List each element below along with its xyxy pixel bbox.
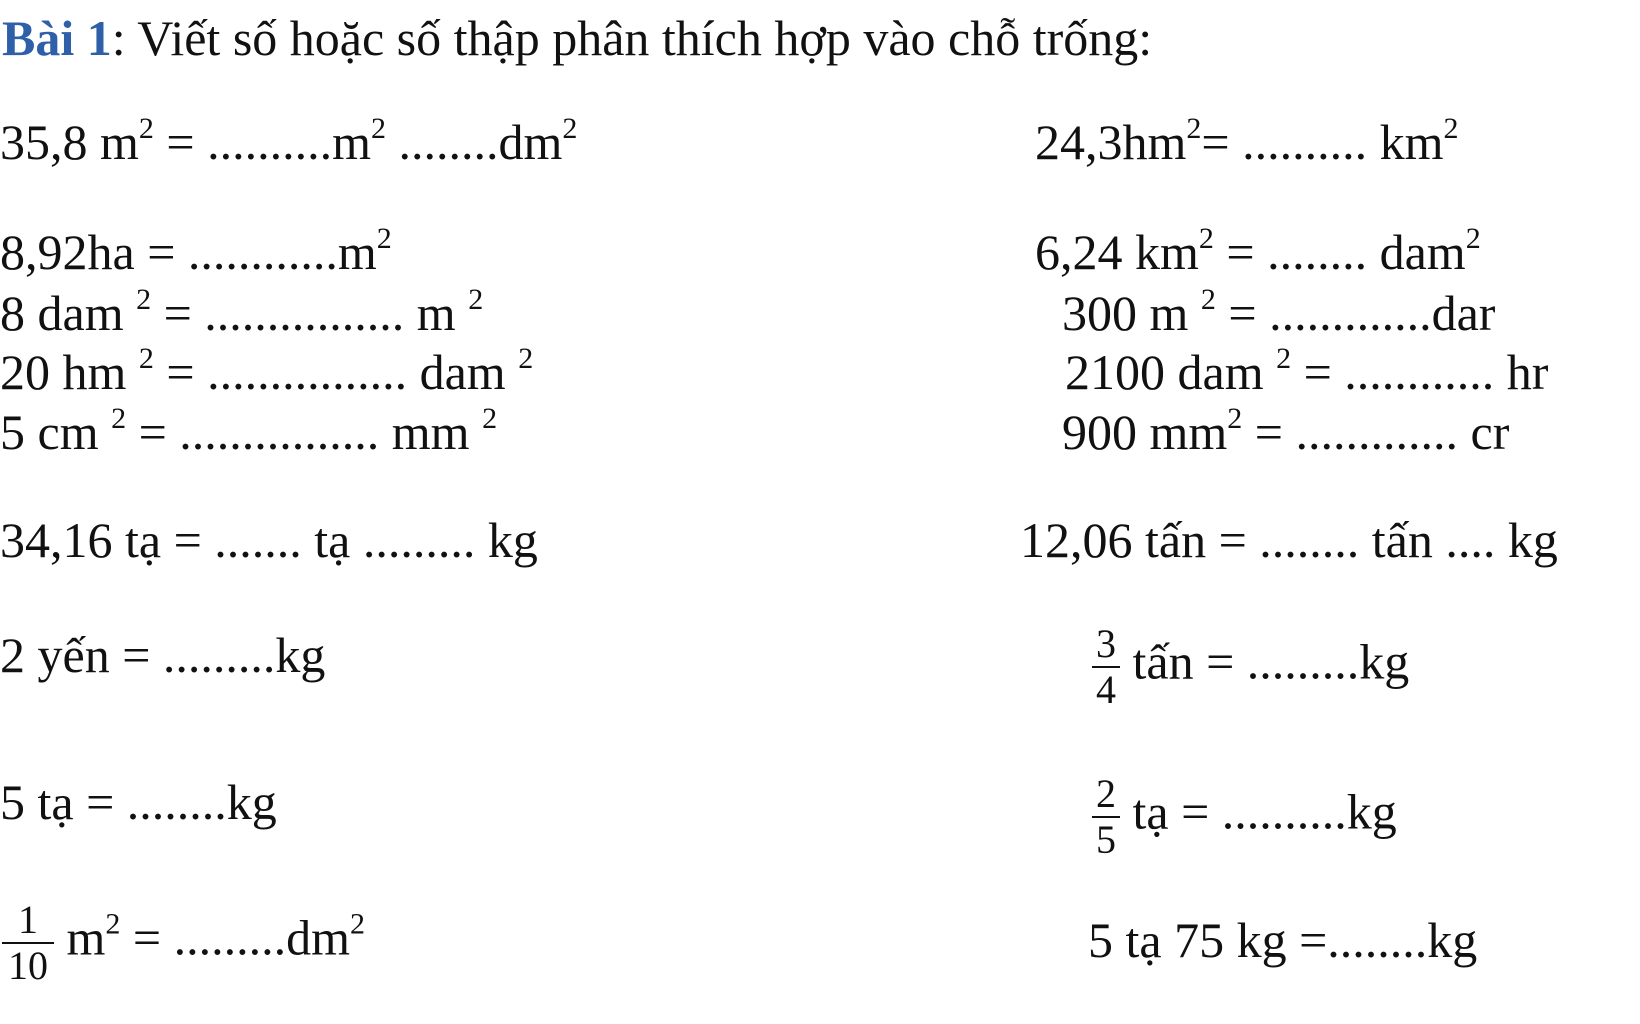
- left-problem-4: 20 hm $^2$ = ................ dam $^2$: [0, 342, 534, 400]
- left-problem-9: $\frac{1}{10}$ $m^2 = .........dm^2$: [2, 898, 365, 988]
- right-problem-6: 12,06 tấn = ........ tấn .... kg: [1020, 512, 1558, 568]
- right-problem-4: 2100 dam $^2$ = ............ hr: [1065, 342, 1549, 400]
- fraction: $\frac{3}{4}$: [1092, 622, 1120, 712]
- left-problem-6: 34,16 tạ = ....... tạ ......... kg: [0, 512, 538, 568]
- left-problem-5: 5 cm $^2$ = ................ mm $^2$: [0, 402, 498, 460]
- right-problem-1: $24,3hm^2=$ .......... $km^2$: [1035, 112, 1459, 170]
- left-problem-3: 8 dam $^2$ = ................ m $^2$: [0, 283, 484, 341]
- left-problem-2: $8,92ha = ............m^2$: [0, 222, 392, 280]
- fraction: $\frac{2}{5}$: [1092, 772, 1120, 862]
- right-problem-9: 5 tạ 75 kg =........kg: [1088, 912, 1478, 968]
- exercise-instruction: : Viết số hoặc số thập phân thích hợp vào chỗ trống:: [111, 10, 1153, 66]
- exercise-heading: [2, 6, 1152, 70]
- left-problem-1: 35,8 $m^2 = ..........m^2$ $........dm^2$: [0, 112, 578, 170]
- right-problem-8: $\frac{2}{5}$ tạ = ..........kg: [1092, 772, 1397, 862]
- right-problem-2: 6,24 $km^2$ = ........ dam$^2$: [1035, 222, 1481, 280]
- left-problem-8: 5 tạ = ........kg: [0, 774, 277, 830]
- fraction: $\frac{1}{10}$: [2, 898, 54, 988]
- right-problem-3: 300 m $^2$ = .............dar: [1062, 283, 1496, 341]
- left-problem-7: 2 yến = .........kg: [0, 627, 326, 683]
- right-problem-7: $\frac{3}{4}$ tấn = .........kg: [1092, 622, 1409, 712]
- exercise-label: Bài 1: [2, 10, 112, 66]
- right-problem-5: 900 $mm^2$ = ............. cr: [1062, 402, 1510, 460]
